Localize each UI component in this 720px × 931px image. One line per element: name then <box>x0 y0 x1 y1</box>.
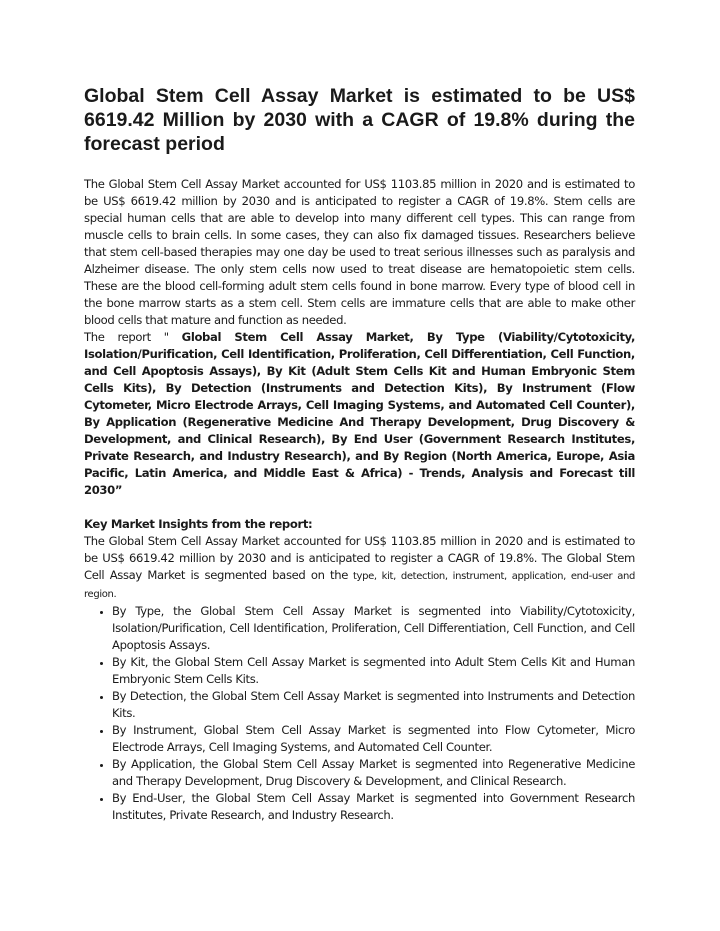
list-item-end-user: • By End-User, the Global Stem Cell Assay Market is segmented into Government Research Institutes, Private Research, and Industry Research. <box>112 790 635 824</box>
insights-heading: Key Market Insights from the report: <box>84 517 313 531</box>
document-page <box>84 84 635 824</box>
intro-paragraph: The Global Stem Cell Assay Market accounted for US$ 1103.85 million in 2020 and is estimated to be US$ 6619.42 million by 2030 and is anticipated to register a CAGR of 19.8%. Stem cells are special human cells that are able to develop into many different cell types. This can range from muscle cells to brain cells. In some cases, they can also fix damaged tissues. Researchers believe that stem cell-based therapies may one day be used to treat serious illnesses such as paralysis and Alzheimer disease. The only stem cells now used to treat disease are hematopoietic stem cells. These are the blood cell-forming adult stem cells found in bone marrow. Every type of blood cell in the bone marrow starts as a stem cell. Stem cells are immature cells that are able to make other blood cells that mature and function as needed. <box>84 177 635 327</box>
list-item-application: • By Application, the Global Stem Cell Assay Market is segmented into Regenerative Medicine and Therapy Development, Drug Discovery & Development, and Clinical Research. <box>112 756 635 790</box>
report-title: Global Stem Cell Assay Market, By Type (Viability/Cytotoxicity, Isolation/Purification, Cell Identification, Proliferation, Cell Differentiation, Cell Function, and Cell Apoptosis Assays), By Kit (Adult Stem Cells Kit and Human Embryonic Stem Cells Kits), By Detection (Instruments and Detection Kits), By Instrument (Flow Cytometer, Micro Electrode Arrays, Cell Imaging Systems, and Automated Cell Counter), By Application (Regenerative Medicine And Therapy Development, Drug Discovery & Development, and Clinical Research), By End User (Government Research Institutes, Private Research, and Industry Research), and By Region (North America, Europe, Asia Pacific, Latin America, and Middle East & Africa) - Trends, Analysis and Forecast till 2030” <box>84 330 636 497</box>
insights-paragraph <box>84 533 635 603</box>
list-item-type: • By Type, the Global Stem Cell Assay Market is segmented into Viability/Cytotoxicity, Isolation/Purification, Cell Identification, Proliferation, Cell Differentiation, Cell Function, and Cell Apoptosis Assays. <box>112 603 635 654</box>
segment-list <box>84 603 635 824</box>
list-item-kit: • By Kit, the Global Stem Cell Assay Market is segmented into Adult Stem Cells Kit and Human Embryonic Stem Cells Kits. <box>112 654 635 688</box>
document-title: Global Stem Cell Assay Market is estimated to be US$ 6619.42 Million by 2030 with a CAGR of 19.8% during the forecast period <box>84 85 635 155</box>
insights-paragraph-small: type, kit, detection, instrument, application, end-user and region. <box>84 571 635 600</box>
list-item-detection: • By Detection, the Global Stem Cell Assay Market is segmented into Instruments and Detection Kits. <box>112 688 635 722</box>
insights-paragraph-main: The Global Stem Cell Assay Market accounted for US$ 1103.85 million in 2020 and is estimated to be US$ 6619.42 million by 2030 and is anticipated to register a CAGR of 19.8%. The Global Stem Cell Assay Market is segmented based on the <box>84 534 635 582</box>
report-prefix: The report " <box>84 330 182 344</box>
list-item-instrument: • By Instrument, Global Stem Cell Assay Market is segmented into Flow Cytometer, Micro Electrode Arrays, Cell Imaging Systems, and Automated Cell Counter. <box>112 722 635 756</box>
report-paragraph <box>84 329 635 499</box>
